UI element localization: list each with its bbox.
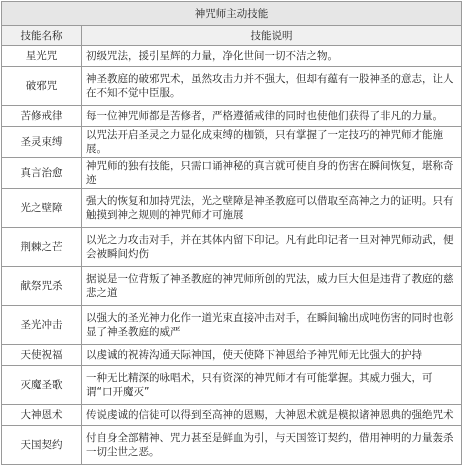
skill-description: 据说是一位背叛了神圣教庭的神咒师所创的咒法，威力巨大但是违背了教庭的慈悲之道 — [82, 267, 462, 306]
table-row — [2, 158, 462, 189]
table-title-row — [2, 2, 462, 26]
table-header-row — [2, 26, 462, 46]
skills-table-body — [2, 2, 462, 465]
table-row — [2, 345, 462, 366]
table-row — [2, 405, 462, 426]
skill-name: 灭魔圣歌 — [2, 366, 82, 405]
skill-name: 破邪咒 — [2, 67, 82, 106]
skill-description: 一种无比精深的咏唱术，只有资深的神咒师才有可能掌握。其威力强大，可谓“口开魔灭” — [82, 366, 462, 405]
skill-name: 星光咒 — [2, 46, 82, 67]
skill-description: 神圣教庭的破邪咒术，虽然攻击力并不强大，但却有蕴有一股神圣的意志，让人在不知不觉中臣服。 — [82, 67, 462, 106]
skill-name: 苦修戒律 — [2, 106, 82, 127]
skill-description: 以光之力攻击对手，并在其体内留下印记。凡有此印记者一旦对神咒师动武，便会被瞬间灼伤 — [82, 228, 462, 267]
table-row — [2, 366, 462, 405]
table-row — [2, 306, 462, 345]
skill-description: 以强大的圣光神力化作一道光束直接冲击对手，在瞬间输出成吨伤害的同时也彰显了神圣教庭的威严 — [82, 306, 462, 345]
table-row — [2, 127, 462, 158]
table-row — [2, 67, 462, 106]
skill-name: 圣灵束缚 — [2, 127, 82, 158]
skill-name: 真言治愈 — [2, 158, 82, 189]
skill-description: 以咒法开启圣灵之力显化成束缚的枷锁，只有掌握了一定技巧的神咒师才能施展。 — [82, 127, 462, 158]
table-row — [2, 426, 462, 465]
skill-description: 传说虔诚的信徒可以得到至高神的恩赐，大神恩术就是模拟诸神恩典的强绝咒术 — [82, 405, 462, 426]
skill-name: 荆棘之芒 — [2, 228, 82, 267]
table-row — [2, 228, 462, 267]
skill-name: 天使祝福 — [2, 345, 82, 366]
skill-description: 每一位神咒师都是苦修者，严格遵循戒律的同时也使他们获得了非凡的力量。 — [82, 106, 462, 127]
skill-description: 初级咒法，援引星辉的力量，净化世间一切不洁之物。 — [82, 46, 462, 67]
table-row — [2, 106, 462, 127]
skill-name: 光之壁障 — [2, 189, 82, 228]
skill-description: 强大的恢复和加持咒法，光之壁障是神圣教庭可以借取至高神之力的证明。只有触摸到神之规则的神咒师才可施展 — [82, 189, 462, 228]
column-header-description: 技能说明 — [82, 26, 462, 46]
skills-table — [1, 1, 462, 465]
table-row — [2, 46, 462, 67]
skill-description: 神咒师的独有技能，只需口诵神秘的真言就可使自身的伤害在瞬间恢复，堪称奇迹 — [82, 158, 462, 189]
table-row — [2, 189, 462, 228]
skill-name: 圣光冲击 — [2, 306, 82, 345]
skill-description: 付自身全部精神、咒力甚至是鲜血为引，与天国签订契约，借用神明的力量轰杀一切尘世之恶。 — [82, 426, 462, 465]
skill-name: 天国契约 — [2, 426, 82, 465]
skill-name: 献祭咒杀 — [2, 267, 82, 306]
column-header-name: 技能名称 — [2, 26, 82, 46]
skill-name: 大神恩术 — [2, 405, 82, 426]
table-row — [2, 267, 462, 306]
skill-description: 以虔诚的祝祷沟通天际神国，使天使降下神恩给予神咒师无比强大的护持 — [82, 345, 462, 366]
table-title: 神咒师主动技能 — [2, 2, 462, 26]
